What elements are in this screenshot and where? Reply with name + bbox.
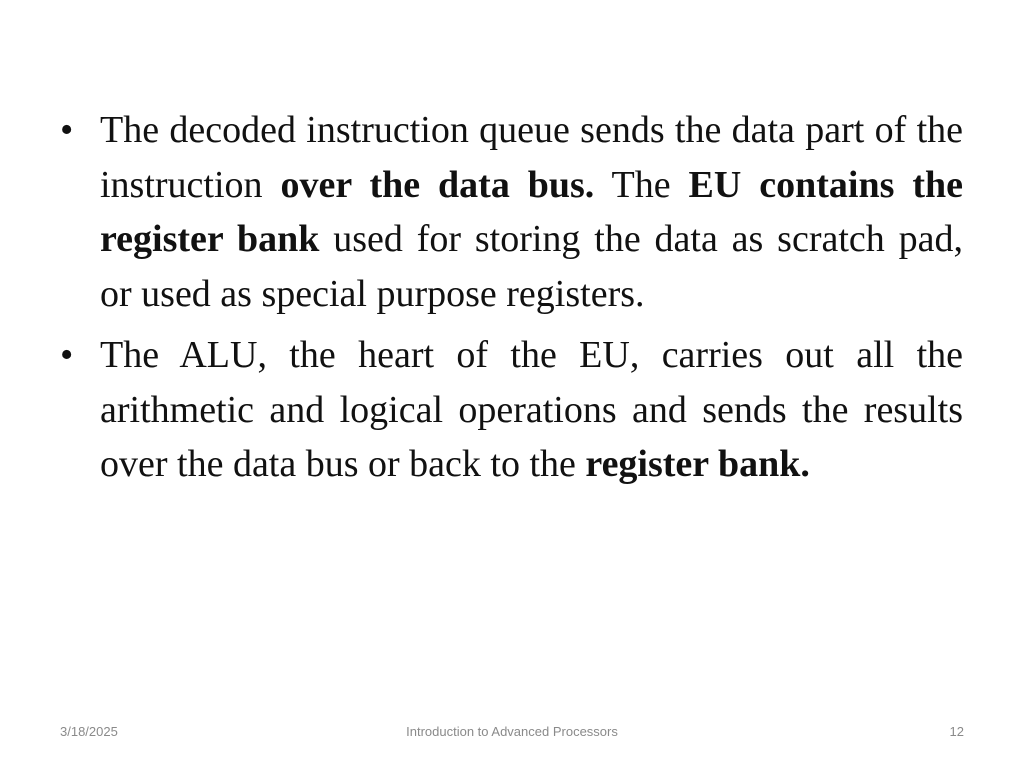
bullet-text-bold: EU contains the register bank	[100, 163, 963, 260]
bullet-item	[60, 103, 963, 321]
footer-page-number: 12	[949, 724, 964, 739]
bullet-icon: •	[60, 109, 74, 151]
footer-title: Introduction to Advanced Processors	[406, 724, 618, 739]
bullet-text-bold: register bank.	[585, 443, 810, 485]
bullet-text-segment: The ALU, the heart of the EU, carries out all the arithmetic and logical operations and sends the results over the data bus or back to the	[100, 334, 963, 485]
bullet-icon: •	[60, 334, 74, 376]
bullet-text-segment: The	[594, 163, 689, 206]
bullet-text-segment: The decoded instruction queue sends the data part of the instruction	[100, 109, 963, 206]
bullet-item	[60, 328, 963, 492]
bullet-text-segment: used for storing the data as scratch pad, or used as special purpose registers.	[100, 218, 963, 315]
slide-body	[60, 103, 963, 499]
bullet-text-bold: over the data bus.	[280, 163, 595, 206]
footer-date: 3/18/2025	[60, 724, 118, 739]
